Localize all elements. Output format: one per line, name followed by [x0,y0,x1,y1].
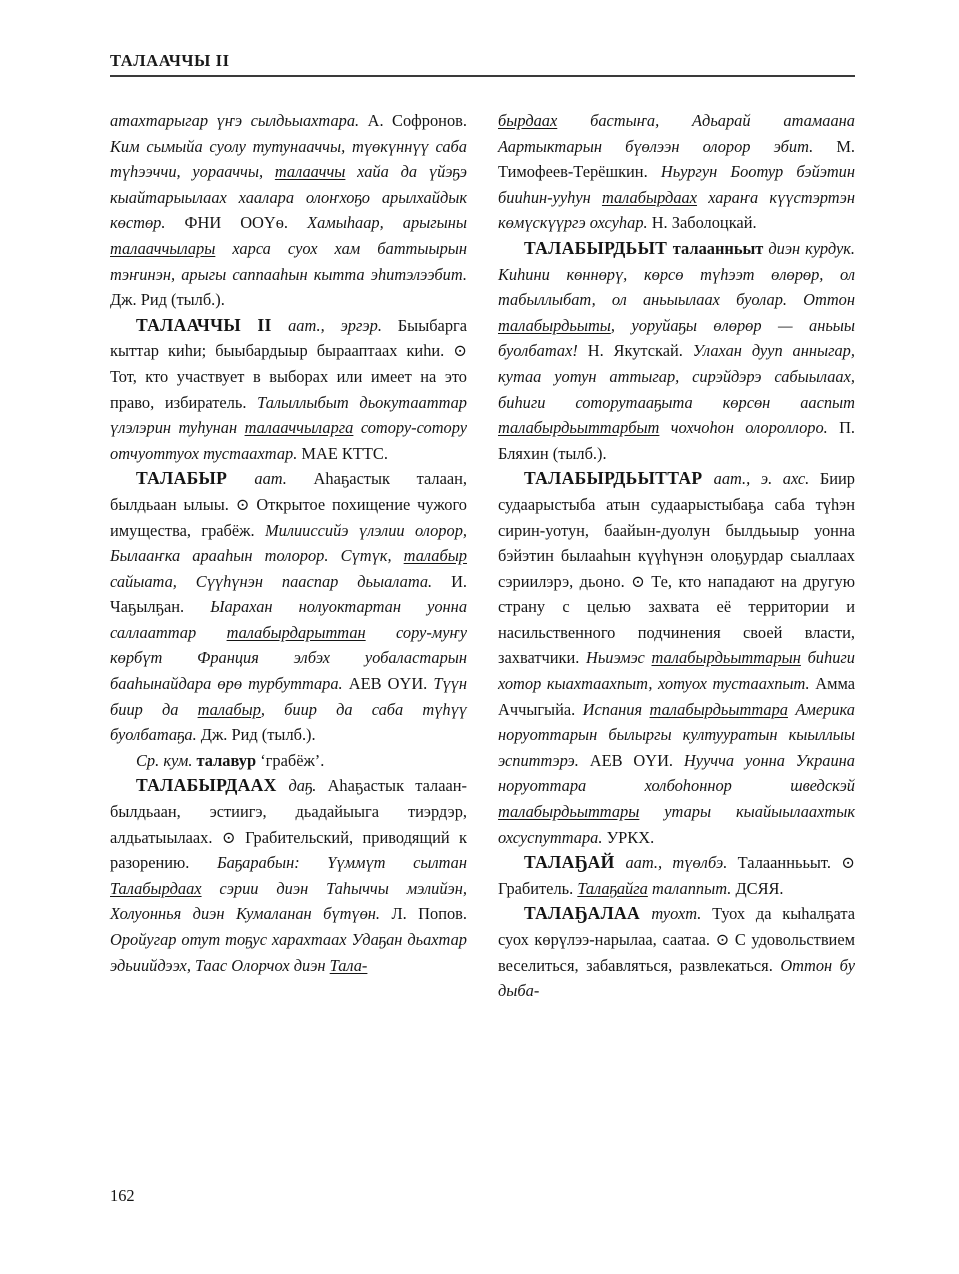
entry-talabyrdyt [498,236,855,466]
text-run-ul: талабырдаах [601,187,698,207]
text-run-src: А. Софронов. [367,111,467,130]
entry-talaachchy-i-continuation [110,108,467,313]
two-column-body [110,108,855,1004]
text-run-ex: , уоруйаҕы өлөрөр — аньыы буолбатах! [498,315,855,361]
left-column [110,108,467,1004]
text-run-ex: утары кыайыылаахтык охсуспуттара. [498,802,855,847]
text-run-ex: Америка норуоттарын былыргы култууратын кыыллыы эспиттэрэ. [498,699,855,770]
text-run-hw: ТАЛАҔАЙ [524,852,626,873]
text-run-rus: Те, кто нападают на другую страну с целью захвата её территории и насильственного подчинения своей власти, захватчики. [498,571,855,668]
text-run-hw: ТАЛАБЫРДЬЫТ [524,237,673,258]
text-run-src: Амма Аччыгыйа. [498,674,855,719]
text-run-ex: Киһини көннөрү, көрсө түһээт өлөрөр, ол табыллыбат, ол аньыылаах буолар. Оттон [498,264,855,310]
text-run-ul: талабыр [403,546,467,566]
entry-talagalaa [498,901,855,1003]
page-number: 162 [110,1186,135,1205]
text-run-src: П. Бляхин (тылб.). [498,418,855,463]
text-run-sakha: Аһаҕастык талаан, былдьаан ылыы. [110,469,468,514]
text-run-ul: талааччы [274,162,346,182]
text-run-ex: хайа да үйэҕэ кыайтарыылаах хаалара олоҥхоҕо арылхайдык көстөр. [110,162,467,233]
text-run-rus: ‘грабёж’. [260,750,325,770]
text-run-hw: ТАЛАҔАЛАА [524,903,652,924]
text-run-gram: аат., эргэр. [288,315,398,335]
entry-talabyrdaah [110,773,467,978]
text-run-ex: бастыҥа, Адьарай атамаана Аартыктарын бүөлээн олорор эбит. [498,111,855,156]
text-run-ex: Баҕарабын: Үүммүт сылтан [217,853,467,873]
entry-talabyrdaah-continuation [498,108,855,236]
text-run-bullet: ⊙ [235,494,257,514]
text-run-gram: аат. [254,469,314,489]
text-run-ul: талабырдьыттарбыт [498,418,660,438]
text-run-ul: Талаҕайга [577,878,648,898]
text-run-src: УРКХ. [606,827,655,847]
text-run-ex: Хамыһаар, арыгыны [307,213,468,233]
text-run-ex: харса суох хам баттыырын тэҥинэн, арыгы саппааһын кытта эһитэлээбит. [110,238,467,284]
text-run-ex: биһиги хотор кыахтаахпыт, хотуох тустаахпыт. [498,648,855,694]
text-run-gram: Ср. кум. [136,750,197,770]
text-run-ul: талабырдьыттары [498,802,640,822]
text-run-rus: Грабительский, приводящий к разорению. [110,827,467,873]
text-run-bullet: ⊙ [631,571,652,591]
text-run-hw: ТАЛАБЫР [136,468,255,489]
text-run-ex: сэрии диэн Таһыччы мэлийэн, Холуоннья диэн Кумаланан бүтүөн. [110,878,467,924]
entry-talagay [498,850,855,901]
text-run-hw: ТАЛАБЫРДЬЫТТАР [524,468,714,489]
text-run-hw: ТАЛАБЫРДААХ [136,775,289,796]
text-run-src: И. Чаҕылҕан. [110,571,467,617]
text-run-ul: талабырдьыты [498,315,611,335]
text-run-src: Л. Попов. [391,904,467,924]
text-run-src: АЕВ ОҮИ. [348,674,434,694]
text-run-rus: С удовольствием веселиться, забавляться, развлекаться. [498,930,855,975]
text-run-ex: Түүн биир да [110,674,467,719]
text-run-bullet: ⊙ [841,853,856,873]
text-run-ex: Ыарахан нолуоктартан уонна саллааттар [110,597,468,642]
text-run-sakha: Биир судаарыстыба атын судаарыстыбаҕа саба түһэн сирин-уотун, баайын-дуолун былдьыыр уонна бэйэтин былааһын күүһүнэн олоҕурдар сыаллаах сэриилэрэ, дьоно. [498,469,855,591]
text-run-ex: Оройугар отут тоҕус харахтаах Удаҕан дьахтар эдьиийдээх, Таас Олорчох диэн [110,930,467,975]
entry-talabyrdyttar [498,466,855,850]
text-run-sakha: Туох да кыһалҕата суох көрүлээ-нарылаа, саатаа. [498,904,855,949]
text-run-ex: Испания [582,699,650,719]
text-run-bullet: ⊙ [453,341,467,361]
text-run-ex: Ньиэмэс [585,648,652,668]
text-run-hw: ТАЛААЧЧЫ II [136,314,289,335]
text-run-ex: Ким сымыйа суолу тутунааччы, түөкүннүү саба түһээччи, уорааччы, [110,136,467,182]
entry-talabyr [110,466,467,748]
text-run-ex: , биир да саба түһүү буолбатаҕа. [110,699,467,745]
text-run-ex: ҥ [224,111,235,130]
text-run-bold: талавур [196,750,261,770]
text-run-src: Дж. Рид (тылб.). [110,290,225,310]
text-run-bold: талаанньыт [672,238,769,258]
text-run-gram: аат., э. ахс. [713,469,820,489]
cross-reference-talavur [110,748,467,774]
text-run-ex: э сылдьыахтара. [234,111,368,130]
text-run-bullet: ⊙ [221,827,246,847]
entry-talaachchy-ii [110,313,467,467]
text-run-src: Дж. Рид (тылб.). [200,725,316,745]
text-run-gram: туохт. [651,904,713,924]
running-head-title: ТАЛААЧЧЫ II [110,51,230,70]
running-head [110,52,855,77]
text-run-ex: сайыата, Сүүһүнэн пааспар дьыалата. [110,571,452,591]
text-run-src: ДСЯЯ. [735,878,784,898]
text-run-ex: Ньургун Боотур бэйэтин бииһин-ууһун [498,162,855,207]
text-run-ex: Милииссийэ үлэлии олорор, Былааҥка арааһын толорор. Сүтүк, [110,520,467,566]
text-run-ul: талабырдьыттара [649,699,788,719]
text-run-ul: Талабырдаах [110,878,202,898]
text-run-ex: Нуучча уонна Украина норуоттара холбоһоннор шведскэй [498,750,855,796]
text-run-sakha: Аһаҕастык талаан-былдьаан, эстиигэ, дьадайыыга тиэрдэр, алдьатыылаах. [110,776,467,847]
text-run-ul: бырдаах [498,111,558,130]
text-run-ex: сотору-сотору отчуоттуох тустаахтар. [110,418,467,463]
text-run-gram: даҕ. [288,776,328,796]
text-run-gram: диэн курдук. [768,238,855,258]
text-run-src: Н. Заболоцкай. [651,213,757,233]
text-run-ex: атахтарыгар ү [110,111,225,130]
running-head-rule [110,75,855,77]
text-run-gram: аат., түөлбэ. [625,853,738,873]
text-run-bullet: ⊙ [715,930,735,949]
text-run-ex: сору-муҥу көрбүт Франция элбэх уобаластарын бааһынайдара өрө турбуттара. [110,622,467,694]
text-run-rus: Тот, кто участвует в выборах или имеет на это право, избиратель. [110,366,467,412]
text-run-ul: талабырдарыттан [226,622,366,642]
text-run-ul: Тала- [329,955,368,975]
text-run-ex: Талыллыбыт дьокутааттар үлэлэрин туһунан [110,392,467,438]
text-run-ex: Оттон бу дыба- [498,955,855,1001]
text-run-ul: талааччылары [110,238,216,258]
text-run-src: ФНИ ООҮѳ. [184,213,308,233]
text-run-ul: талааччыларга [244,418,354,438]
text-run-src: М. Тимофеев-Терёшкин. [498,136,855,182]
text-run-sakha: Талааннььыт. [737,853,842,873]
text-run-ul: талабыр [197,699,261,719]
text-run-sakha: Быыбарга кыттар киһи; быыбардыыр бырааптаах киһи. [110,315,468,361]
text-run-ex: чохчоһон олороллоро. [659,418,840,438]
text-run-rus: Грабитель. [498,878,578,898]
text-run-ex: талаппыт. [647,878,736,898]
text-run-ul: талабырдьыттарын [651,648,801,668]
text-run-src: Н. Якутскай. [587,341,693,361]
text-run-ex: хараҥа күүстэртэн көмүскүүргэ охсуһар. [498,187,855,233]
text-run-src: МАЕ КТТС. [301,443,388,463]
text-run-ex: Улахан дууп анныгар, кутаа уотун аттыгар, сирэйдэрэ сабыылаах, биһиги соторутааҕыта көрсөн ааспыт [498,341,855,412]
right-column [498,108,855,1004]
text-run-rus: Открытое похищение чужого имущества, грабёж. [110,494,467,540]
text-run-src: АЕВ ОҮИ. [589,750,684,770]
